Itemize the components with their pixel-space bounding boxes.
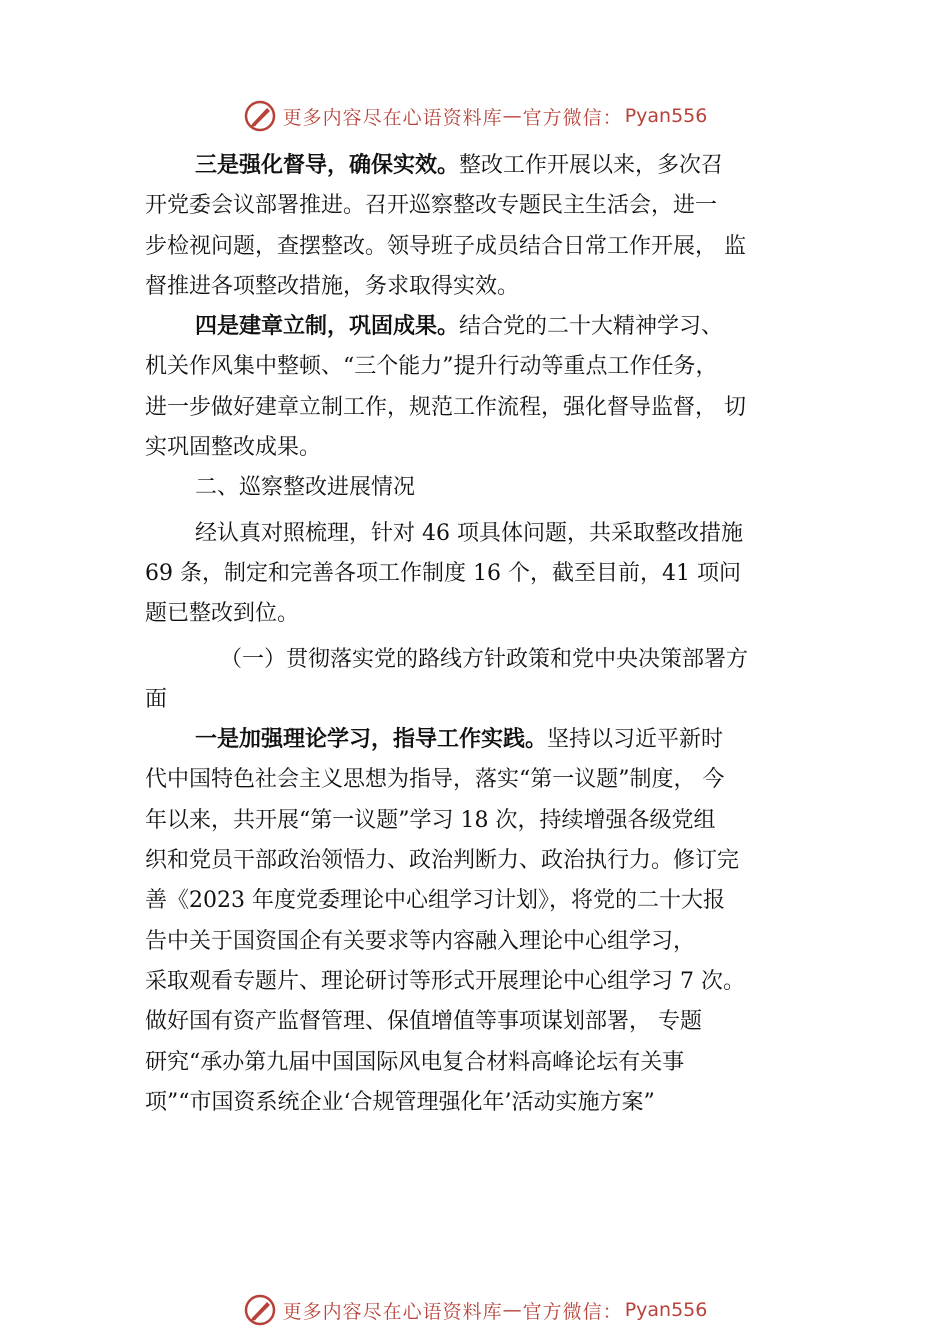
- paragraph-line: 结合党的二十大精神学习、: [459, 314, 724, 340]
- watermark-wechat-label: 官方微信：: [522, 106, 623, 129]
- paragraph-line: 织和党员干部政治领悟力、政治判断力、政治执行力。修订完: [145, 848, 740, 874]
- watermark-dash: —: [502, 105, 523, 127]
- subsection-heading-line: 面: [145, 686, 168, 712]
- paragraph-heading: 三是强化督导，确保实效。: [195, 153, 460, 178]
- paragraph-line: 研究“承办第九届中国国际风电复合材料高峰论坛有关事: [145, 1049, 685, 1075]
- paragraph-theory-study: [145, 720, 835, 1123]
- watermark-wechat-label: 官方微信：: [522, 1300, 623, 1323]
- document-body: [145, 146, 835, 1123]
- paragraph-line: 机关作风集中整顿、“三个能力”提升行动等重点工作任务，: [145, 354, 718, 380]
- pen-seal-icon: [243, 99, 277, 133]
- paragraph-line: 项”“市国资系统企业‘合规管理强化年’活动实施方案”: [145, 1089, 655, 1115]
- paragraph-progress-summary: [145, 514, 835, 635]
- paragraph-regulations: [145, 307, 835, 468]
- paragraph-heading: 四是建章立制，巩固成果。: [195, 314, 460, 340]
- watermark-wechat-id: Pyan556: [624, 1299, 708, 1321]
- paragraph-line: 进一步做好建章立制工作，规范工作流程，强化督导监督， 切: [145, 394, 746, 420]
- watermark-main-text: 更多内容尽在心语资料库: [282, 1300, 503, 1323]
- paragraph-line: 做好国有资产监督管理、保值增值等事项谋划部署， 专题: [145, 1009, 702, 1035]
- pen-seal-icon: [243, 1293, 277, 1327]
- paragraph-supervision: [145, 146, 835, 307]
- paragraph-line: 督推进各项整改措施，务求取得实效。: [145, 273, 520, 299]
- paragraph-line: 年以来，共开展“第一议题”学习 18 次，持续增强各级党组: [145, 807, 716, 833]
- paragraph-line: 开党委会议部署推进。召开巡察整改专题民主生活会，进一: [145, 193, 718, 219]
- paragraph-line: 坚持以习近平新时: [547, 727, 724, 753]
- paragraph-line: 步检视问题，查摆整改。领导班子成员结合日常工作开展， 监: [145, 233, 746, 259]
- paragraph-line: 题已整改到位。: [145, 601, 300, 627]
- watermark-banner-bottom: [0, 1290, 950, 1330]
- paragraph-line: 整改工作开展以来，多次召: [459, 153, 724, 178]
- watermark-dash: —: [502, 1299, 523, 1321]
- paragraph-line: 采取观看专题片、理论研讨等形式开展理论中心组学习 7 次。: [145, 968, 745, 994]
- watermark-wechat-id: Pyan556: [624, 105, 708, 127]
- watermark-main-text: 更多内容尽在心语资料库: [282, 106, 503, 129]
- paragraph-heading: 一是加强理论学习，指导工作实践。: [195, 727, 548, 753]
- section-heading: 二、巡察整改进展情况: [195, 475, 416, 501]
- paragraph-line: 告中关于国资国企有关要求等内容融入理论中心组学习，: [145, 928, 696, 954]
- paragraph-line: 代中国特色社会主义思想为指导，落实“第一议题”制度， 今: [145, 767, 725, 793]
- watermark-banner-top: [0, 96, 950, 136]
- paragraph-line: 经认真对照梳理，针对 46 项具体问题，共采取整改措施: [195, 520, 743, 546]
- paragraph-line: 69 条，制定和完善各项工作制度 16 个，截至目前，41 项问: [145, 560, 741, 586]
- section-heading-progress: [145, 468, 835, 508]
- paragraph-line: 善《2023 年度党委理论中心组学习计划》，将党的二十大报: [145, 888, 725, 914]
- paragraph-line: 实巩固整改成果。: [145, 435, 322, 461]
- subsection-heading-line: （一）贯彻落实党的路线方针政策和党中央决策部署方: [220, 646, 749, 672]
- subsection-heading-policy: [145, 640, 835, 721]
